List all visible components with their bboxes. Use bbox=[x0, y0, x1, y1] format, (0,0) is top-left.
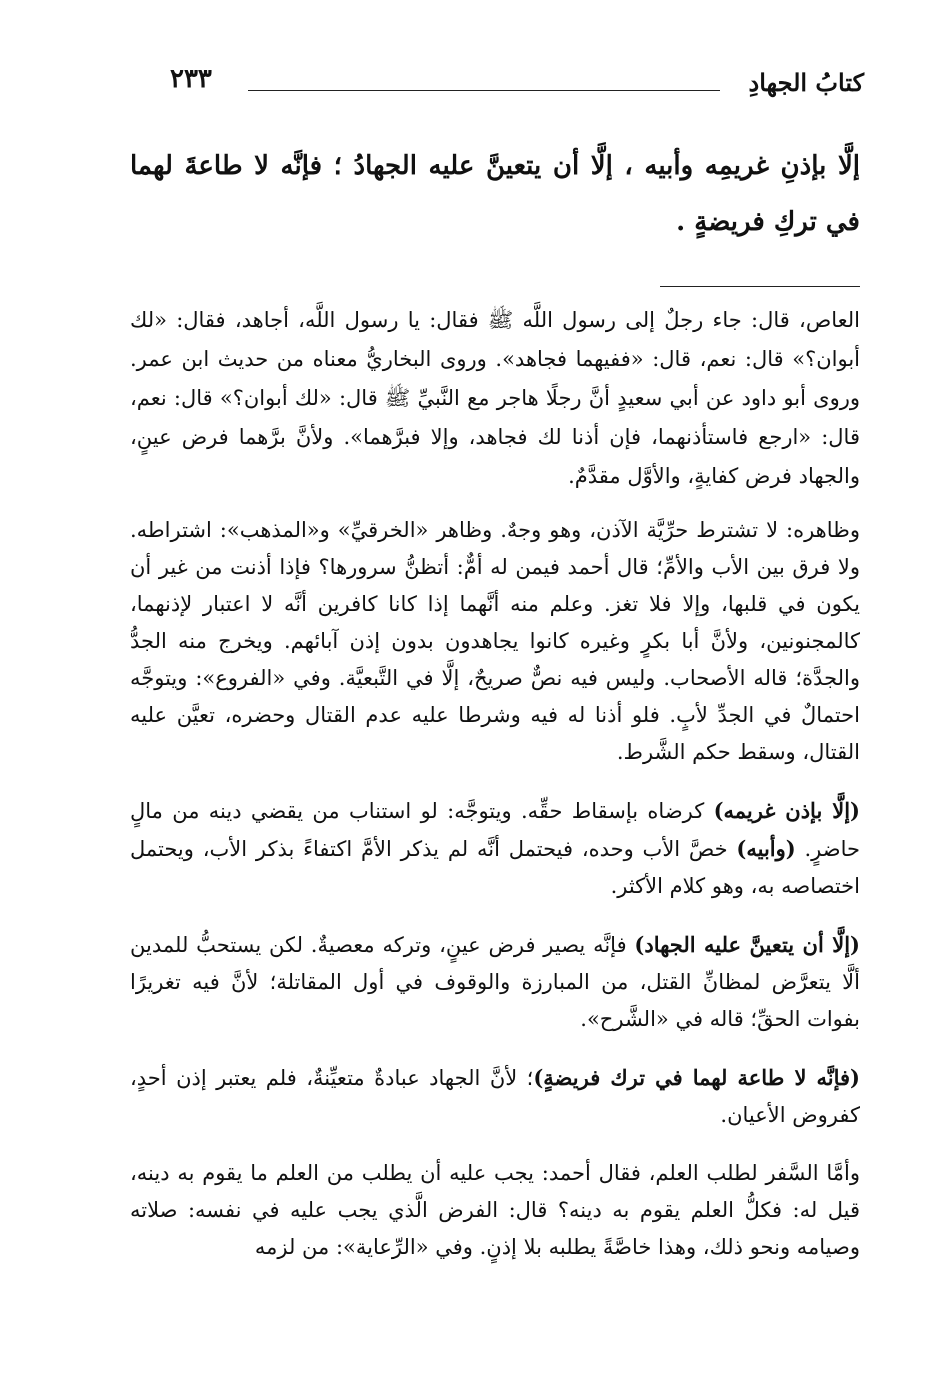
quoted-matn: (وأبيه) bbox=[736, 836, 796, 861]
paragraph-text: كرضاه بإسقاط حقِّه. ويتوجَّه: لو استناب من يقضي دينه من مالٍ حاضرٍ. bbox=[130, 799, 860, 861]
paragraph-text: ؛ لأنَّ الجهاد عبادةٌ متعيِّنةٌ، فلم يعتبر إذن أحدٍ، كفروض الأعيان. bbox=[130, 1066, 860, 1127]
page-header bbox=[130, 60, 864, 108]
page-number: ٢٣٣ bbox=[170, 64, 212, 94]
paragraph-text: خصَّ الأب وحده، فيحتمل أنَّه لم يذكر الأمَّ اكتفاءً بذكر الأب، ويحتمل اختصاصه به، وهو كلام الأكثر. bbox=[130, 837, 860, 898]
quoted-matn: (إلَّا بإذن غريمه) bbox=[713, 798, 860, 823]
header-rule bbox=[248, 90, 720, 91]
footnote-separator bbox=[660, 286, 860, 287]
paragraph-text: وأمَّا السَّفر لطلب العلم، فقال أحمد: يجب عليه أن يطلب من العلم ما يقوم به دينه، قيل له: فكلُّ العلم يقوم به دينه؟ قال: الفرض الَّذي يجب عليه في نفسه: صلاته وصيامه ونحو ذلك، وهذا خاصَّةً يطلبه بلا إذنٍ. وفي «الرِّعاية»: من لزمه bbox=[130, 1161, 860, 1259]
commentary-paragraph-2 bbox=[130, 792, 860, 905]
running-title: كتابُ الجهادِ bbox=[748, 68, 864, 97]
commentary-paragraph-1 bbox=[130, 512, 860, 771]
quoted-matn: (إلَّا أن يتعينَّ عليه الجهاد) bbox=[634, 932, 860, 957]
footnote-text: العاص، قال: جاء رجلٌ إلى رسول اللَّه ﷺ فقال: يا رسول اللَّه، أجاهد، فقال: «لك أبوان؟» قال: نعم، قال: «ففيهما فجاهد». وروى البخاريُّ معناه من حديث ابن عمر. وروى أبو داود عن أبي سعيدٍ أنَّ رجلًا هاجر مع النَّبيِّ ﷺ قال: «لك أبوان؟» قال: نعم، قال: «ارجع فاستأذنهما، فإن أذنا لك فجاهد، وإلا فبرَّهما». ولأنَّ برَّهما فرض عينٍ، والجهاد فرض كفايةٍ، والأوَّل مقدَّمٌ. bbox=[130, 308, 860, 488]
main-text: إلَّا بإذنِ غريمِه وأبيه ، إلَّا أن يتعينَّ عليه الجهادُ ؛ فإنَّه لا طاعةَ لهما في تركِ فريضةٍ . bbox=[130, 151, 860, 237]
quoted-matn: (فإنَّه لا طاعة لهما في ترك فريضةٍ) bbox=[533, 1065, 860, 1090]
paragraph-text: فإنَّه يصير فرض عينٍ، وتركه معصيةٌ. لكن يستحبُّ للمدين ألَّا يتعرَّض لمظانِّ القتل، من المبارزة والوقوف في أول المقاتلة؛ لأنَّ فيه تغريرًا بفوات الحقِّ؛ قاله في «الشَّرح». bbox=[130, 933, 860, 1031]
commentary-paragraph-4 bbox=[130, 1059, 860, 1134]
commentary-paragraph-3 bbox=[130, 926, 860, 1038]
commentary-paragraph-5 bbox=[130, 1155, 860, 1266]
book-page bbox=[130, 60, 864, 1287]
paragraph-text: وظاهره: لا تشترط حرِّيَّة الآذن، وهو وجهٌ. وظاهر «الخرقيِّ» و«المذهب»: اشتراطه. ولا فرق بين الأب والأمِّ؛ قال أحمد فيمن له أمٌّ: أتظنُّ سرورها؟ فإذا أذنت من غير أن يكون في قلبها، وإلا فلا تغز. وعلم منه أنَّهما إذا كانا كافرين أنَّه لا اعتبار لإذنهما، كالمجنونين، ولأنَّ أبا بكرٍ وغيره كانوا يجاهدون بدون إذن آبائهم. ويخرج منه الجدُّ والجدَّة؛ قاله الأصحاب. وليس فيه نصٌّ صريحٌ، إلَّا في التَّبعيَّة. وفي «الفروع»: ويتوجَّه احتمالٌ في الجدِّ لأبٍ. فلو أذنا له فيه وشرطا عليه عدم القتال وحضره، تعيَّن عليه القتال، وسقط حكم الشَّرط. bbox=[130, 518, 860, 764]
